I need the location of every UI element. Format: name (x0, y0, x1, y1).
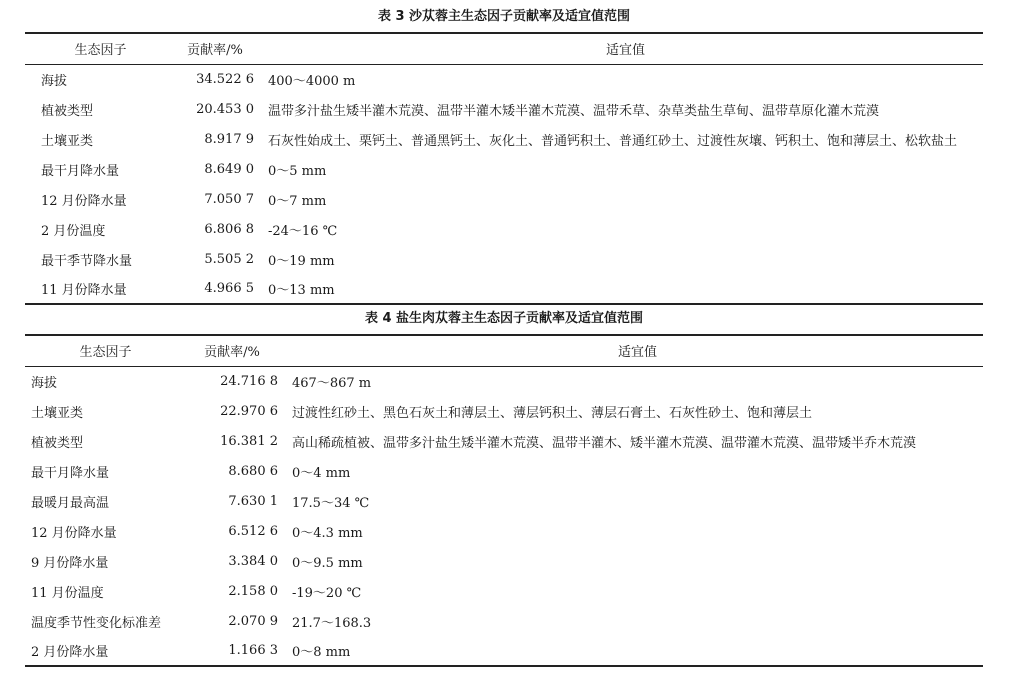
table4-suitable-range-cell: 467～867 m (292, 375, 372, 391)
table3-row (25, 124, 983, 154)
table3-header-row (25, 33, 983, 64)
table4-header-suitable: 适宜值 (617, 345, 657, 361)
table4-factor-cell: 2 月份降水量 (31, 645, 109, 660)
table4-suitable-range-cell: 0～9.5 mm (292, 555, 363, 571)
table4-caption: 表 4 盐生肉苁蓉主生态因子贡献率及适宜值范围 (364, 311, 644, 326)
table3-header-factor: 生态因子 (74, 43, 127, 59)
table3-row (25, 244, 983, 274)
table4-suitable-range-cell: 0～4.3 mm (292, 525, 363, 541)
table4-factor-cell: 11 月份温度 (31, 585, 104, 601)
table3-contribution-cell: 34.522 6 (196, 71, 254, 87)
table4-row (25, 636, 983, 666)
table3 (25, 32, 983, 305)
table3-suitable-range-cell: 400～4000 m (268, 73, 356, 89)
table4-row (25, 576, 983, 606)
table4-contribution-cell: 3.384 0 (228, 553, 278, 569)
table4-factor-cell: 土壤亚类 (31, 405, 84, 421)
table3-row (25, 274, 983, 304)
table4-contribution-cell: 24.716 8 (220, 373, 278, 389)
table3-factor-cell: 植被类型 (41, 103, 94, 119)
table3-contribution-cell: 8.649 0 (204, 161, 254, 177)
table4-row (25, 606, 983, 636)
table4-contribution-cell: 7.630 1 (228, 493, 278, 509)
table4-factor-cell: 12 月份降水量 (31, 525, 117, 541)
table3-header-suitable: 适宜值 (605, 43, 645, 59)
table4-suitable-range-cell: 过渡性红砂土、黑色石灰土和薄层土、薄层钙积土、薄层石膏土、石灰性砂土、饱和薄层土 (292, 405, 813, 421)
table3-factor-cell: 2 月份温度 (41, 223, 106, 239)
table4-factor-cell: 植被类型 (31, 435, 84, 451)
table3-row (25, 214, 983, 244)
table4-factor-cell: 最干月降水量 (31, 465, 110, 481)
table3-contribution-cell: 6.806 8 (204, 221, 254, 237)
table4-header-factor: 生态因子 (79, 345, 132, 361)
table3-factor-cell: 最干月降水量 (41, 163, 120, 179)
table4-contribution-cell: 22.970 6 (220, 403, 278, 419)
table4-row (25, 426, 983, 456)
table3-suitable-range-cell: 0～7 mm (268, 193, 327, 209)
table4-contribution-cell: 6.512 6 (228, 523, 278, 539)
table3-factor-cell: 最干季节降水量 (41, 253, 133, 269)
table4-header-contribution: 贡献率/% (204, 345, 260, 361)
table4-suitable-range-cell: 0～8 mm (292, 645, 351, 660)
table3-suitable-range-cell: 0～19 mm (268, 253, 335, 269)
table4-row (25, 366, 983, 396)
table4-contribution-cell: 2.158 0 (228, 583, 278, 599)
table3-contribution-cell: 20.453 0 (196, 101, 254, 117)
table4-contribution-cell: 2.070 9 (228, 613, 278, 629)
table4-suitable-range-cell: 21.7～168.3 (292, 615, 372, 631)
table4-factor-cell: 最暖月最高温 (31, 495, 110, 511)
table3-contribution-cell: 4.966 5 (204, 281, 254, 296)
table3-factor-cell: 12 月份降水量 (41, 193, 127, 209)
table4-factor-cell: 海拔 (31, 375, 58, 391)
table3-suitable-range-cell: 石灰性始成土、栗钙土、普通黑钙土、灰化土、普通钙积土、普通红砂土、过渡性灰壤、钙积土、饱和薄层土、松软盐土 (268, 133, 958, 149)
table3-suitable-range-cell: -24～16 ℃ (268, 223, 338, 239)
table3-row (25, 154, 983, 184)
table3-factor-cell: 海拔 (41, 73, 68, 89)
table4-row (25, 546, 983, 576)
table4-suitable-range-cell: 17.5～34 ℃ (292, 495, 370, 511)
table4-suitable-range-cell: -19～20 ℃ (292, 585, 362, 601)
table4-header-row (25, 335, 983, 366)
table3-suitable-range-cell: 0～5 mm (268, 163, 327, 179)
table3-caption: 表 3 沙苁蓉主生态因子贡献率及适宜值范围 (377, 9, 631, 24)
table4-suitable-range-cell: 0～4 mm (292, 465, 351, 481)
table3-row (25, 94, 983, 124)
table4-factor-cell: 温度季节性变化标准差 (31, 615, 162, 631)
table3-row (25, 184, 983, 214)
table3-contribution-cell: 7.050 7 (204, 191, 254, 207)
table3-contribution-cell: 8.917 9 (204, 131, 254, 147)
table4-contribution-cell: 16.381 2 (220, 433, 278, 449)
table3-header-contribution: 贡献率/% (187, 43, 243, 59)
table3-contribution-cell: 5.505 2 (204, 251, 254, 267)
table3-suitable-range-cell: 温带多汁盐生矮半灌木荒漠、温带半灌木矮半灌木荒漠、温带禾草、杂草类盐生草甸、温带草原化灌木荒漠 (268, 103, 880, 119)
table4-row (25, 516, 983, 546)
table3-factor-cell: 土壤亚类 (41, 133, 94, 149)
table3-row (25, 64, 983, 94)
table4-row (25, 396, 983, 426)
table4 (25, 334, 983, 667)
table3-suitable-range-cell: 0～13 mm (268, 283, 335, 298)
table3-factor-cell: 11 月份降水量 (41, 283, 127, 298)
table4-contribution-cell: 8.680 6 (228, 463, 278, 479)
table4-factor-cell: 9 月份降水量 (31, 555, 109, 571)
table4-suitable-range-cell: 高山稀疏植被、温带多汁盐生矮半灌木荒漠、温带半灌木、矮半灌木荒漠、温带灌木荒漠、温带矮半乔木荒漠 (292, 435, 917, 451)
table4-row (25, 456, 983, 486)
table4-row (25, 486, 983, 516)
table4-contribution-cell: 1.166 3 (228, 643, 278, 658)
